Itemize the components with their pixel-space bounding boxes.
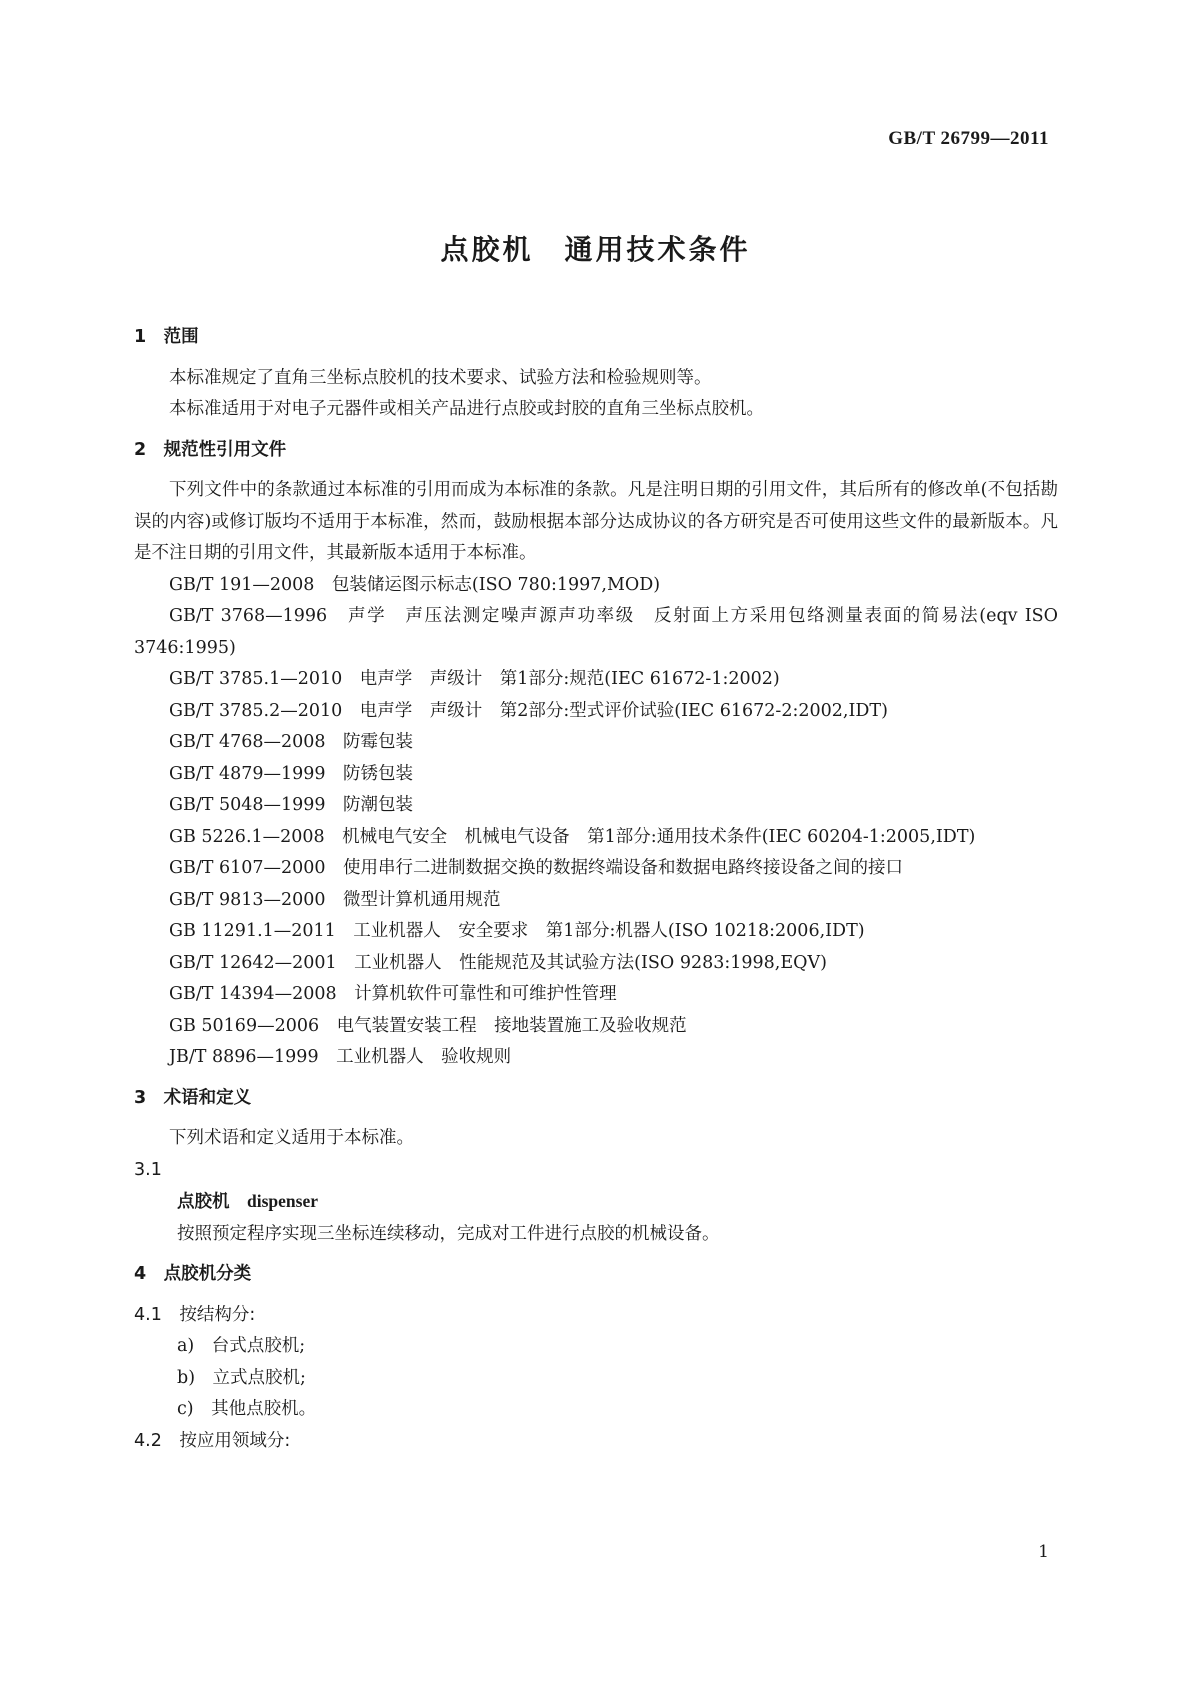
term-english: dispenser bbox=[247, 1191, 318, 1211]
references-intro: 下列文件中的条款通过本标准的引用而成为本标准的条款。凡是注明日期的引用文件，其后所有的修改单(不包括勘误的内容)或修订版均不适用于本标准，然而，鼓励根据本部分达成协议的各方研究是否可使用这些文件的最新版本。凡是不注日期的引用文件，其最新版本适用于本标准。 bbox=[134, 480, 1058, 563]
list-item: a) 台式点胶机; bbox=[177, 1336, 306, 1356]
reference-item: GB/T 6107—2000 使用串行二进制数据交换的数据终端设备和数据电路终接设备之间的接口 bbox=[169, 858, 904, 878]
list-item: c) 其他点胶机。 bbox=[177, 1399, 317, 1419]
section-heading-classification: 4 点胶机分类 bbox=[134, 1264, 252, 1284]
reference-item: GB/T 14394—2008 计算机软件可靠性和可维护性管理 bbox=[169, 984, 617, 1004]
reference-item: GB/T 4879—1999 防锈包装 bbox=[169, 763, 414, 784]
document-body bbox=[134, 322, 1064, 1457]
reference-item: GB/T 3785.2—2010 电声学 声级计 第2部分:型式评价试验(IEC 61672-2:2002,IDT) bbox=[169, 700, 888, 721]
reference-item: JB/T 8896—1999 工业机器人 验收规则 bbox=[169, 1047, 512, 1067]
scope-paragraph: 本标准规定了直角三坐标点胶机的技术要求、试验方法和检验规则等。 bbox=[169, 367, 712, 388]
document-title: 点胶机 通用技术条件 bbox=[440, 233, 751, 266]
reference-item: GB/T 9813—2000 微型计算机通用规范 bbox=[169, 889, 501, 910]
reference-item: GB/T 191—2008 包装储运图示标志(ISO 780:1997,MOD) bbox=[169, 574, 661, 595]
term-number: 3.1 bbox=[134, 1159, 162, 1180]
list-item: b) 立式点胶机; bbox=[177, 1367, 306, 1388]
reference-item: GB/T 12642—2001 工业机器人 性能规范及其试验方法(ISO 9283:1998,EQV) bbox=[169, 952, 827, 973]
term-chinese: 点胶机 bbox=[177, 1192, 230, 1212]
page-number: 1 bbox=[1038, 1542, 1049, 1562]
term-title bbox=[134, 1186, 1058, 1219]
section-heading-normative-references: 2 规范性引用文件 bbox=[134, 439, 287, 460]
standard-number: GB/T 26799—2011 bbox=[888, 128, 1049, 149]
term-definition: 按照预定程序实现三坐标连续移动，完成对工件进行点胶的机械设备。 bbox=[177, 1223, 720, 1244]
subclause-by-structure: 4.1 按结构分: bbox=[134, 1304, 256, 1325]
reference-list bbox=[134, 570, 1064, 1074]
subclause-by-application: 4.2 按应用领域分: bbox=[134, 1430, 291, 1451]
reference-item: GB 50169—2006 电气装置安装工程 接地装置施工及验收规范 bbox=[169, 1015, 687, 1036]
structure-list bbox=[134, 1331, 1058, 1426]
terms-intro: 下列术语和定义适用于本标准。 bbox=[169, 1128, 414, 1148]
reference-item: GB 11291.1—2011 工业机器人 安全要求 第1部分:机器人(ISO 10218:2006,IDT) bbox=[169, 921, 865, 941]
section-heading-terms: 3 术语和定义 bbox=[134, 1087, 252, 1108]
reference-item: GB/T 5048—1999 防潮包装 bbox=[169, 795, 414, 815]
reference-item: GB/T 3785.1—2010 电声学 声级计 第1部分:规范(IEC 61672-1:2002) bbox=[169, 669, 780, 689]
reference-item: GB/T 3768—1996 声学 声压法测定噪声源声功率级 反射面上方采用包络测量表面的简易法(eqv ISO 3746:1995) bbox=[134, 606, 1064, 658]
reference-item: GB 5226.1—2008 机械电气安全 机械电气设备 第1部分:通用技术条件(IEC 60204-1:2005,IDT) bbox=[169, 826, 976, 847]
scope-paragraph: 本标准适用于对电子元器件或相关产品进行点胶或封胶的直角三坐标点胶机。 bbox=[169, 399, 764, 419]
reference-item: GB/T 4768—2008 防霉包装 bbox=[169, 732, 414, 752]
section-heading-scope: 1 范围 bbox=[134, 327, 199, 347]
